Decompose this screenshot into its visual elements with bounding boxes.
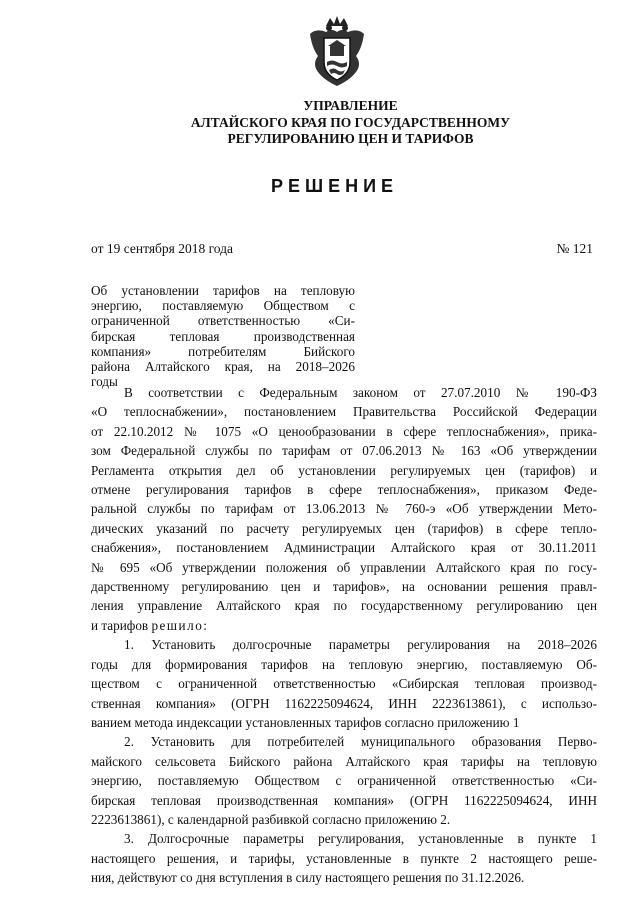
- body-line: ществом с ограниченной ответственностью «Сибирская тепловая производ-: [91, 676, 597, 692]
- body-line: майского сельсовета Бийского района Алтайского края тарифы на тепловую: [91, 753, 597, 769]
- body-line: настоящего решения, и тарифы, установленные в пункте 2 настоящего реше-: [91, 850, 597, 866]
- document-date: от 19 сентября 2018 года: [91, 241, 234, 256]
- body-line: Регламента открытия дел об установлении регулируемых цен (тарифов) и: [91, 462, 597, 478]
- body-line: ления управление Алтайского края по государственному регулированию цен: [91, 598, 597, 614]
- issuing-authority: [0, 98, 639, 148]
- document-title: РЕШЕНИЕ: [270, 176, 399, 196]
- subject-line: энергию, поставляемую Обществом с: [91, 298, 355, 314]
- coat-of-arms-icon: [306, 14, 368, 90]
- document-number: № 121: [556, 241, 593, 256]
- body-line: отмене регулирования тарифов в сфере теплоснабжения», приказом Феде-: [91, 482, 597, 498]
- body-line: [91, 616, 597, 635]
- body-line: № 695 «Об утверждении положения об управлении Алтайского края по госу-: [91, 559, 597, 575]
- body-line: ванием метода индексации установленных тарифов согласно приложению 1: [91, 714, 520, 730]
- body-line: 2223613861), с календарной разбивкой согласно приложению 2.: [91, 811, 451, 827]
- body-line: 1. Установить долгосрочные параметры регулирования на 2018–2026: [124, 637, 597, 653]
- body-line: ственная компания» (ОГРН 1162225094624, ИНН 2223613861), с использо-: [91, 695, 597, 711]
- body-line: снабжения», постановлением Администрации Алтайского края от 30.11.2011: [91, 540, 597, 556]
- subject-line: ограниченной ответственностью «Си-: [91, 313, 355, 329]
- body-line: «О теплоснабжении», постановлением Правительства Российской Федерации: [91, 404, 597, 420]
- document-subject: [91, 283, 355, 389]
- body-line-text: и тарифов: [91, 617, 149, 633]
- authority-line: УПРАВЛЕНИЕ: [303, 98, 398, 113]
- body-line: В соответствии с Федеральным законом от 27.07.2010 № 190-ФЗ: [124, 385, 597, 400]
- body-line: дарственному регулированию цен и тарифов», на основании решения правл-: [91, 579, 597, 595]
- decided-word: решило:: [151, 617, 209, 633]
- subject-line: Об установлении тарифов на тепловую: [91, 283, 355, 298]
- body-line: энергию, поставляемую Обществом с ограниченной ответственностью «Си-: [91, 773, 597, 789]
- authority-line: АЛТАЙСКОГО КРАЯ ПО ГОСУДАРСТВЕННОМУ: [190, 114, 511, 130]
- body-line: бирская тепловая производственная компания» (ОГРН 1162225094624, ИНН: [91, 792, 597, 808]
- body-line: 3. Долгосрочные параметры регулирования, установленные в пункте 1: [124, 831, 597, 847]
- subject-line: годы: [91, 374, 118, 390]
- body-line: от 22.10.2012 № 1075 «О ценообразовании в сфере теплоснабжения», прика-: [91, 423, 597, 439]
- body-line: ния, действуют со дня вступления в силу настоящего решения по 31.12.2026.: [91, 870, 525, 886]
- body-line: годы для формирования тарифов на тепловую энергию, поставляемую Об-: [91, 656, 597, 672]
- body-line: дических указаний по расчету регулируемых цен (тарифов) в сфере тепло-: [91, 520, 597, 536]
- subject-line: бирская тепловая производственная: [91, 328, 355, 344]
- body-line: ральной службы по тарифам от 13.06.2013 № 760-э «Об утверждении Мето-: [91, 501, 597, 517]
- document-body: [91, 383, 597, 888]
- authority-line: РЕГУЛИРОВАНИЮ ЦЕН И ТАРИФОВ: [227, 131, 474, 146]
- subject-line: района Алтайского края, на 2018–2026: [91, 359, 355, 375]
- body-line: зом Федеральной службы по тарифам от 07.06.2013 № 163 «Об утверждении: [91, 443, 597, 459]
- subject-line: компания» потребителям Бийского: [91, 343, 355, 359]
- body-line: 2. Установить для потребителей муниципального образования Перво-: [124, 734, 597, 750]
